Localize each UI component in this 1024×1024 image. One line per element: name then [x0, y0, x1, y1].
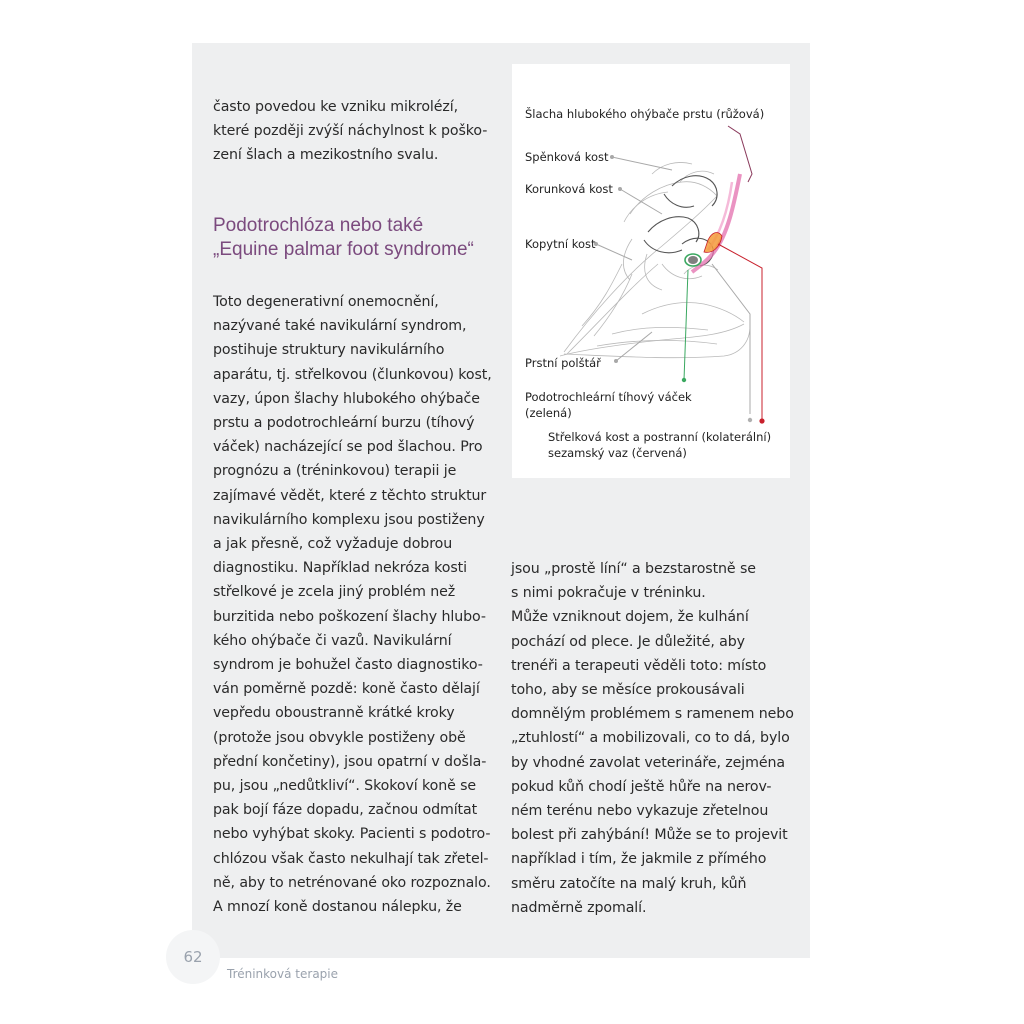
text-line: které později zvýší náchylnost k poško- [213, 123, 488, 140]
label-bursa-line2: (zelená) [525, 406, 572, 420]
section-heading [213, 214, 474, 262]
label-kopytni-kost: Kopytní kost [525, 237, 596, 251]
leader-dot-spenkova [610, 155, 614, 159]
leader-spenkova [612, 157, 672, 170]
leader-tendon [728, 126, 752, 182]
label-navicular-line2: sezamský vaz (červená) [548, 446, 687, 460]
text-line: navikulárního komplexu jsou postiženy [213, 511, 485, 528]
text-line: postihuje struktury navikulárního [213, 342, 445, 359]
text-line: ván poměrně pozdě: koně často dělají [213, 681, 480, 698]
text-line: pak bojí fáze dopadu, začnou odmítat [213, 802, 478, 819]
label-korunkova-kost: Korunková kost [525, 182, 613, 196]
heading-line: Podotrochlóza nebo také [213, 215, 424, 236]
heading-line: „Equine palmar foot syndrome“ [213, 239, 474, 260]
navicular-orange-shape [704, 233, 722, 253]
text-line: domnělým problémem s ramenem nebo [511, 706, 794, 723]
leader-dot-korunkova [618, 187, 622, 191]
label-tendon: Šlacha hlubokého ohýbače prstu (růžová) [525, 107, 765, 121]
text-line: bolest při zahýbání! Může se to projevit [511, 827, 788, 844]
leader-navicular-gray [712, 264, 750, 414]
text-line: zajímavé vědět, které z těchto struktur [213, 487, 487, 504]
text-line: ně, aby to netrénované oko rozpoznalo. [213, 874, 491, 891]
footer-section-title: Tréninková terapie [227, 967, 339, 981]
text-line: diagnostiku. Například nekróza kosti [213, 560, 467, 577]
bursa-dark-shape [688, 256, 698, 264]
text-line: vazy, úpon šlachy hlubokého ohýbače [213, 390, 480, 407]
text-line: nazývané také navikulární syndrom, [213, 318, 467, 335]
text-line: burzitida nebo poškození šlachy hlubo- [213, 608, 486, 625]
label-bursa-line1: Podotrochleární tíhový váček [525, 390, 692, 404]
text-line: kého ohýbače či vazů. Navikulární [213, 632, 452, 649]
text-line: A mnozí koně dostanou nálepku, že [213, 899, 462, 916]
text-line: prognózu a (tréninkovou) terapii je [213, 463, 457, 480]
text-line: (protože jsou obvykle postiženy obě [213, 729, 466, 746]
label-spenkova-kost: Spěnková kost [525, 150, 609, 164]
text-line: váček) nacházející se pod šlachou. Pro [213, 439, 483, 456]
leader-dot-navicular-red [759, 418, 764, 423]
text-line: Toto degenerativní onemocnění, [213, 294, 439, 310]
text-line: ném terénu nebo vykazuje zřetelnou [511, 803, 769, 820]
text-line: syndrom je bohužel často diagnostiko- [213, 657, 483, 674]
leader-navicular-red [718, 244, 762, 420]
text-line: „ztuhlostí“ a mobilizovali, co to dá, bylo [511, 730, 790, 747]
text-line: chlózou však často nekulhají tak zřetel- [213, 850, 489, 867]
text-line: vepředu oboustranně krátké kroky [213, 705, 455, 722]
anatomy-figure [512, 64, 790, 478]
text-line: trenéři a terapeuti věděli toto: místo [511, 657, 767, 674]
text-line: pochází od plece. Je důležité, aby [511, 633, 745, 650]
leader-dot-navicular-gray [748, 418, 752, 422]
text-line: by vhodné zavolat veterináře, zejména [511, 754, 785, 771]
text-line: střelkové je zcela jiný problém než [213, 584, 456, 601]
page-number: 62 [183, 948, 203, 966]
leader-bursa [684, 270, 688, 380]
text-line: s nimi pokračuje v tréninku. [511, 585, 706, 602]
text-line: často povedou ke vzniku mikrolézí, [213, 99, 458, 115]
leader-dot-polstar [614, 359, 618, 363]
text-column-right [511, 557, 794, 920]
text-column-left-top [213, 95, 487, 168]
leader-kopytni [596, 244, 632, 260]
text-line: prstu a podotrochleární burzu (tíhový [213, 415, 475, 432]
text-line: nebo vyhýbat skoky. Pacienti s podotro- [213, 826, 491, 843]
text-line: například i tím, že jakmile z přímého [511, 851, 767, 868]
text-line: směru zatočíte na malý kruh, kůň [511, 875, 747, 892]
text-line: zení šlach a mezikostního svalu. [213, 147, 439, 164]
text-line: aparátu, tj. střelkovou (člunkovou) kost, [213, 366, 492, 383]
text-line: přední končetiny), jsou opatrní v došla- [213, 753, 487, 770]
leader-lines [596, 126, 762, 420]
text-line: toho, aby se měsíce prokousávali [511, 682, 745, 699]
text-line: Může vzniknout dojem, že kulhání [511, 609, 749, 626]
leader-korunkova [620, 189, 662, 214]
leader-dot-bursa [682, 378, 686, 382]
text-line: jsou „prostě líní“ a bezstarostně se [511, 561, 756, 577]
text-column-left [213, 290, 492, 919]
text-line: nadměrně zpomalí. [511, 899, 647, 916]
text-line: pu, jsou „nedůtkliví“. Skokoví koně se [213, 778, 477, 795]
label-navicular-line1: Střelková kost a postranní (kolaterální) [548, 430, 772, 444]
text-line: a jak přesně, což vyžaduje dobrou [213, 536, 453, 553]
label-prstni-polstar: Prstní polštář [525, 356, 601, 370]
text-line: pokud kůň chodí ještě hůře na nerov- [511, 778, 772, 795]
